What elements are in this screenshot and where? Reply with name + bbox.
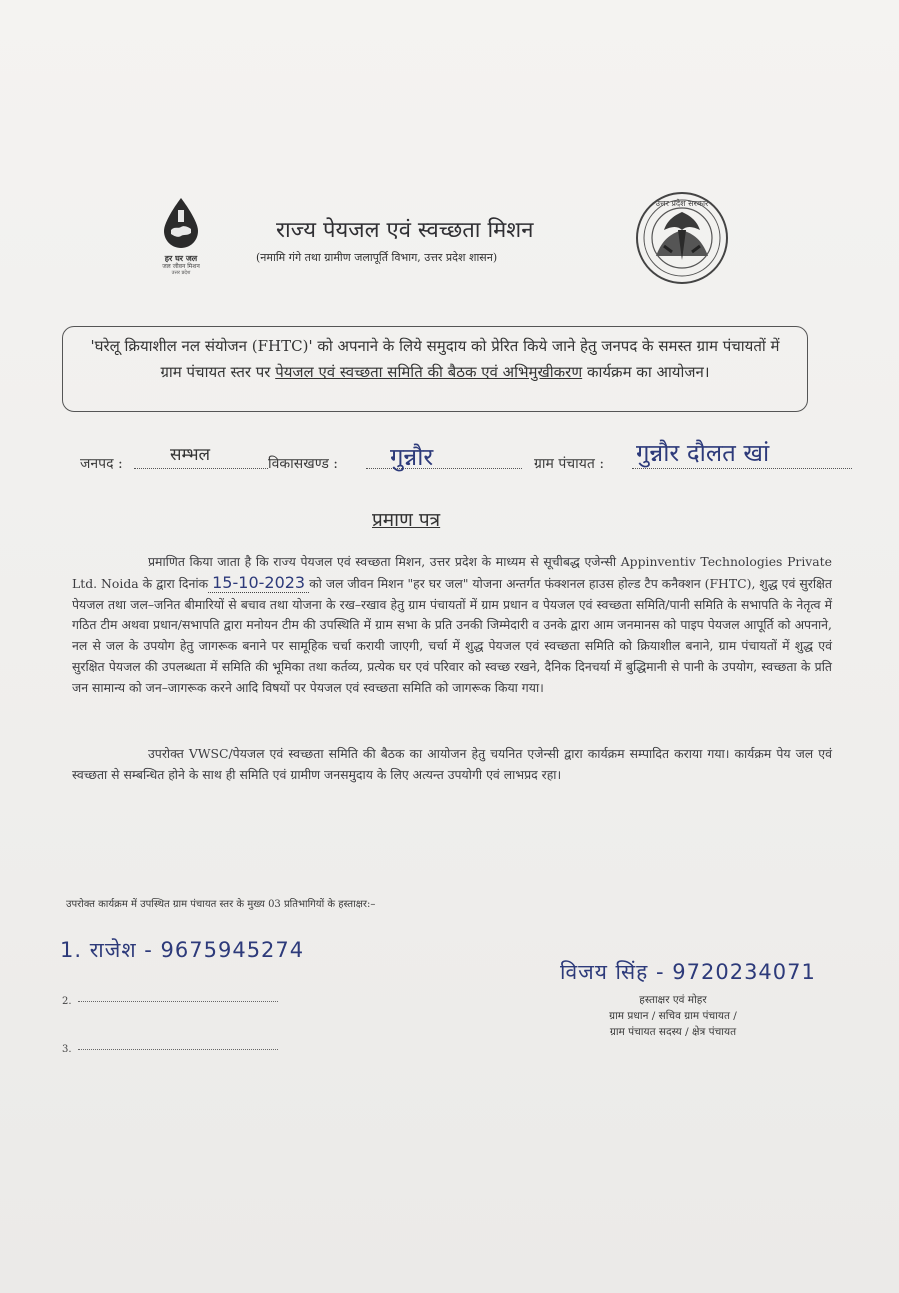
district-label: जनपद : (80, 456, 123, 472)
signatory-signature: विजय सिंह - 9720234071 (560, 960, 816, 984)
panchayat-label: ग्राम पंचायत : (534, 456, 605, 472)
participant-3-line (62, 1044, 278, 1055)
district-value: सम्भल (170, 445, 211, 465)
participant-2-label: 2. (62, 996, 72, 1007)
participant-2-line (62, 996, 278, 1007)
program-heading-part2: कार्यक्रम का आयोजन। (582, 363, 710, 381)
participants-note: उपरोक्त कार्यक्रम में उपस्थित ग्राम पंचायत स्तर के मुख्य 03 प्रतिभागियों के हस्ताक्षर:– (66, 899, 376, 910)
participant-1-signature: 1. राजेश - 9675945274 (60, 938, 305, 962)
location-fields (80, 440, 880, 480)
program-heading-part1: 'घरेलू क्रियाशील नल संयोजन (FHTC)' को अपनाने के लिये समुदाय को प्रेरित किये जाने हेतु जनपद के समस्त ग्राम पंचायतों में ग्राम पंचायत स्तर पर (90, 337, 780, 381)
mission-subtitle: (नमामि गंगे तथा ग्रामीण जलापूर्ति विभाग, उत्तर प्रदेश शासन) (256, 251, 498, 264)
paragraph2-text: उपरोक्त VWSC/पेयजल एवं स्वच्छता समिति की बैठक का आयोजन हेतु चयनित एजेन्सी द्वारा कार्यक्रम सम्पादित कराया गया। कार्यक्रम पेय जल एवं स्वच्छता से सम्बन्धित होने के साथ ही समिति एवं ग्रामीण जनसमुदाय के लिए अत्यन्त उपयोगी एवं लाभप्रद रहा। (72, 746, 832, 782)
certificate-paragraph-1 (72, 552, 832, 699)
water-drop-icon (158, 196, 204, 250)
signatory-line-2: ग्राम प्रधान / सचिव ग्राम पंचायत / (609, 1010, 737, 1022)
program-heading-underlined: पेयजल एवं स्वच्छता समिति की बैठक एवं अभिमुखीकरण (275, 363, 583, 381)
paragraph1-after-date: को जल जीवन मिशन "हर घर जल" योजना अन्तर्गत फंक्शनल हाउस होल्ड टैप कनैक्शन (FHTC), शुद्ध एवं सुरक्षित पेयजल तथा जल–जनित बीमारियों से बचाव तथा योजना के रख–रखाव हेतु ग्राम पंचायतों में ग्राम प्रधान व पेयजल एवं स्वच्छता समिति/पानी समिति के सभापति के नेतृत्व में गठित टीम अथवा प्रधान/सभापति द्वारा मनोयन टीम की उपस्थिति में ग्राम सभा के प्रति उनकी जिम्मेदारी व उनके द्वारा आम जनमानस को पाइप पेयजल आपूर्ति को अपनाने, नल से जल के उपयोग हेतु जागरूक बनाने पर सामूहिक चर्चा करायी जाएगी, चर्चा में शुद्ध पेयजल एवं स्वच्छता समिति को क्रियाशील बनाने, ग्राम पंचायतों में शुद्ध एवं सुरक्षित पेयजल की उपलब्धता में समिति की भूमिका तथा कर्तव्य, प्रत्येक घर एवं परिवार को स्वच्छ रखने, दैनिक दिनचर्या में बुद्धिमानी से पानी के उपयोग, स्वच्छता के प्रति जन सामान्य को जन–जागरूक करने आदि विषयों पर पेयजल एवं स्वच्छता समिति को जागरूक किया गया। (72, 575, 832, 695)
program-heading-box (62, 326, 808, 412)
certificate-paragraph-2 (72, 744, 832, 786)
block-value: गुन्नौर (390, 443, 434, 471)
block-label: विकासखण्ड : (268, 456, 339, 472)
certificate-title: प्रमाण पत्र (372, 509, 441, 531)
signatory-block (588, 992, 758, 1040)
signatory-line-3: ग्राम पंचायत सदस्य / क्षेत्र पंचायत (609, 1026, 737, 1038)
participant-2-dotline (78, 1001, 278, 1002)
panchayat-value: गुन्नौर दौलत खां (636, 439, 770, 467)
paragraph1-before-date: प्रमाणित किया जाता है कि राज्य पेयजल एवं स्वच्छता मिशन, उत्तर प्रदेश के माध्यम से सूचीबद्ध एजेन्सी Appinventiv Technologies Private Ltd. Noida के द्वारा दिनांक (72, 554, 832, 591)
seal-text: उत्तर प्रदेश सरकार (655, 199, 709, 208)
logo-text-har-ghar-jal: हर घर जल (164, 253, 198, 263)
mission-title: राज्य पेयजल एवं स्वच्छता मिशन (276, 218, 534, 243)
up-government-seal-icon (634, 190, 730, 286)
program-heading (81, 333, 789, 385)
logo-text-jal-jeevan-mission: जल जीवन मिशन (162, 263, 200, 270)
participant-3-dotline (78, 1049, 278, 1050)
participant-3-label: 3. (62, 1044, 72, 1055)
signatory-line-1: हस्ताक्षर एवं मोहर (639, 994, 707, 1006)
har-ghar-jal-logo (140, 196, 222, 286)
logo-text-state: उत्तर प्रदेश (171, 270, 191, 276)
event-date: 15-10-2023 (208, 573, 309, 593)
district-dotline (134, 468, 268, 469)
